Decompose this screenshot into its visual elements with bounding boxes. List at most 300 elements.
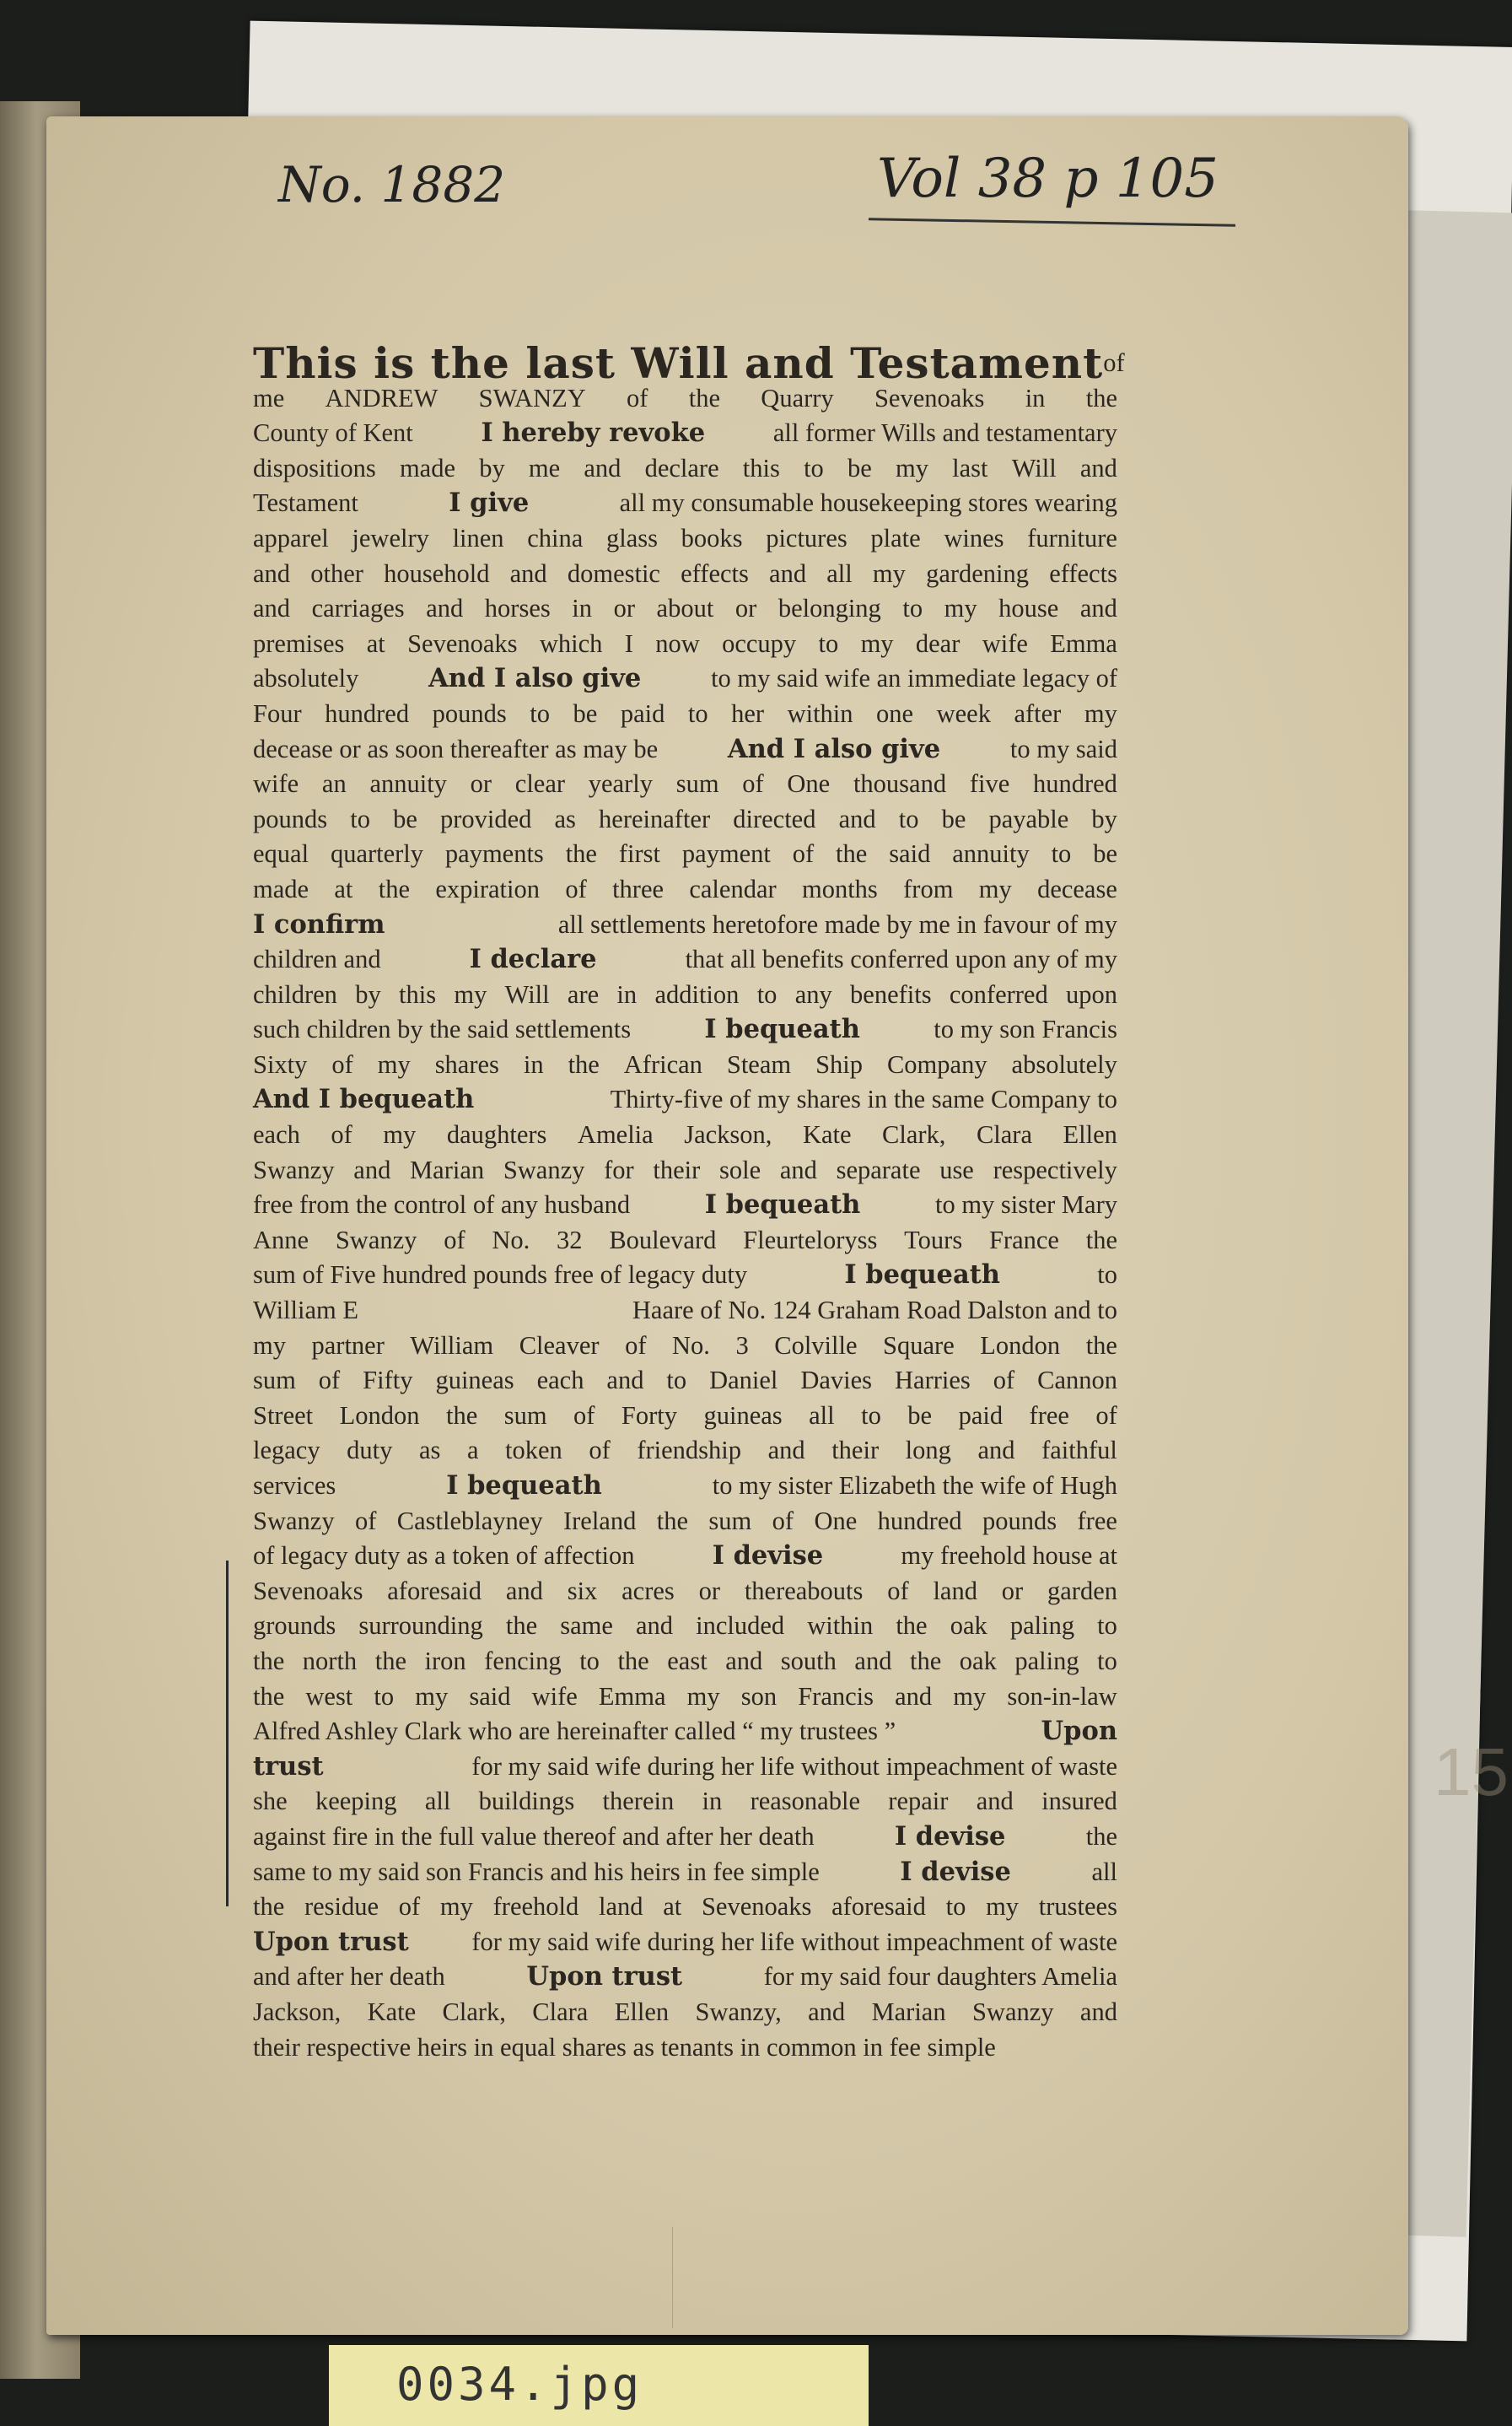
word: other — [310, 558, 363, 588]
word: books — [681, 523, 743, 553]
word: their — [653, 1155, 701, 1184]
word: my — [953, 1681, 987, 1711]
word: Cleaver — [519, 1330, 600, 1360]
word: quarterly — [330, 839, 424, 869]
word: Ellen — [1063, 1120, 1117, 1150]
word: Tours — [904, 1225, 963, 1254]
word: Daniel — [709, 1366, 778, 1395]
will-line — [253, 942, 1117, 978]
word: son-in-law — [1007, 1681, 1117, 1711]
blackletter-phrase: I bequeath — [704, 1189, 861, 1221]
blackletter-phrase: Upon — [1041, 1716, 1117, 1747]
word: my — [986, 1892, 1020, 1922]
text-segment: that all benefits conferred upon any of my — [685, 945, 1117, 974]
word: Quarry — [761, 383, 834, 412]
word: to — [1097, 1646, 1117, 1675]
word: Swanzy — [503, 1155, 585, 1184]
text-segment: Alfred Ashley Clark who are hereinafter called “ my trustees ” — [253, 1717, 896, 1746]
word: payment — [681, 839, 771, 869]
word: duty — [347, 1436, 393, 1465]
blackletter-phrase: And I bequeath — [253, 1084, 475, 1115]
word: be — [1093, 839, 1117, 869]
word: sum — [708, 1506, 752, 1535]
will-line — [253, 1048, 1117, 1083]
text-segment: to my son Francis — [934, 1015, 1117, 1044]
text-segment: children and — [253, 945, 381, 974]
word: of — [318, 1366, 341, 1395]
text-segment: William E — [253, 1296, 358, 1325]
word: effects — [1049, 558, 1117, 588]
will-line — [253, 1995, 1117, 2030]
word: of — [565, 874, 587, 903]
word: paid — [620, 698, 665, 728]
word: directed — [733, 804, 816, 833]
word: guineas — [703, 1400, 783, 1430]
word: the — [253, 1892, 285, 1922]
word: about — [656, 594, 714, 623]
word: and — [1079, 594, 1117, 623]
will-line — [253, 627, 1117, 662]
word: my — [1084, 698, 1117, 728]
will-line — [253, 1925, 1117, 1960]
word: use — [939, 1155, 974, 1184]
word: in — [1025, 383, 1046, 412]
word: as — [418, 1436, 441, 1465]
word: annuity — [369, 769, 447, 799]
word: Four — [253, 698, 302, 728]
word: are — [567, 979, 600, 1009]
word: Emma — [1050, 628, 1117, 658]
blackletter-phrase: And I also give — [727, 733, 941, 764]
word: be — [941, 804, 966, 833]
word: shares — [434, 1049, 499, 1079]
word: pounds — [982, 1506, 1057, 1535]
text-segment: to — [1097, 1260, 1117, 1290]
word: or — [734, 594, 757, 623]
word: insured — [1041, 1787, 1117, 1816]
word: or — [698, 1576, 720, 1605]
text-segment: the — [1085, 1821, 1117, 1851]
page-fold — [672, 2227, 673, 2328]
word: London — [980, 1330, 1061, 1360]
word: said — [469, 1681, 511, 1711]
word: months — [801, 874, 878, 903]
word: the — [1085, 1225, 1117, 1254]
word: all — [826, 558, 853, 588]
blackletter-phrase: I bequeath — [446, 1470, 602, 1501]
word: oak — [950, 1611, 987, 1641]
word: each — [253, 1120, 300, 1150]
will-line — [253, 661, 1117, 697]
will-line — [253, 1609, 1117, 1644]
word: the — [909, 1646, 942, 1675]
word: to — [530, 698, 550, 728]
word: within — [807, 1611, 874, 1641]
word: yearly — [588, 769, 653, 799]
word: me — [253, 383, 285, 412]
word: wife — [531, 1681, 578, 1711]
word: to — [666, 1366, 687, 1395]
word: of — [589, 1436, 611, 1465]
word: of — [398, 1892, 421, 1922]
word: son — [740, 1681, 778, 1711]
word: the — [896, 1611, 928, 1641]
word: made — [253, 874, 309, 903]
word: and — [636, 1611, 674, 1641]
word: my — [686, 1681, 720, 1711]
word: by — [479, 453, 505, 483]
filename-label-text: 0034.jpg — [396, 2358, 643, 2411]
word: and — [976, 1787, 1014, 1816]
word: by — [1091, 804, 1117, 833]
word: the — [688, 383, 721, 412]
word: long — [905, 1436, 951, 1465]
text-segment: County of Kent — [253, 418, 413, 448]
word: which — [539, 628, 603, 658]
word: linen — [452, 523, 504, 553]
word: to — [861, 1400, 881, 1430]
word: and — [426, 594, 464, 623]
word: pounds — [432, 698, 507, 728]
word: African — [623, 1049, 702, 1079]
word: six — [567, 1576, 598, 1605]
text-segment: sum of Five hundred pounds free of legacy duty — [253, 1260, 748, 1290]
word: to — [350, 804, 370, 833]
will-line — [253, 1433, 1117, 1469]
word: and — [1079, 453, 1117, 483]
word: my — [377, 1049, 411, 1079]
word: and — [838, 804, 876, 833]
word: expiration — [435, 874, 540, 903]
word: partner — [311, 1330, 385, 1360]
blackletter-phrase: This is the last Will and Testament — [253, 338, 1104, 388]
word: first — [618, 839, 660, 869]
word: hundred — [877, 1506, 962, 1535]
word: keeping — [315, 1787, 397, 1816]
will-line — [253, 1644, 1117, 1679]
word: same — [560, 1611, 613, 1641]
text-segment: same to my said son Francis and his heirs in fee simple — [253, 1857, 820, 1886]
will-line — [253, 1504, 1117, 1539]
word: the — [374, 1646, 406, 1675]
word: the — [656, 1506, 688, 1535]
word: at — [663, 1892, 682, 1922]
word: 32 — [557, 1225, 583, 1254]
word: guineas — [435, 1366, 514, 1395]
will-line — [253, 1329, 1117, 1364]
word: sum — [503, 1400, 547, 1430]
word: me — [528, 453, 561, 483]
word: included — [696, 1611, 785, 1641]
blackletter-phrase: trust — [253, 1750, 324, 1782]
word: south — [780, 1646, 837, 1675]
word: and — [584, 453, 621, 483]
word: premises — [253, 628, 345, 658]
word: Clara — [532, 1997, 589, 2026]
text-segment: such children by the said settlements — [253, 1015, 632, 1044]
text-segment: for my said four daughters Amelia — [763, 1962, 1117, 1992]
will-line — [253, 1469, 1117, 1504]
will-line — [253, 1574, 1117, 1609]
will-line — [253, 1890, 1117, 1925]
word: of — [1095, 1400, 1117, 1430]
word: said — [889, 839, 931, 869]
will-line — [253, 1258, 1117, 1293]
word: of — [331, 1120, 352, 1150]
word: of — [742, 769, 764, 799]
word: and — [977, 1436, 1015, 1465]
word: west — [305, 1681, 353, 1711]
word: my — [872, 558, 906, 588]
word: to — [818, 628, 839, 658]
word: land — [933, 1576, 977, 1605]
word: china — [527, 523, 584, 553]
will-line — [253, 2030, 1117, 2066]
word: and — [353, 1155, 391, 1184]
word: in — [572, 594, 593, 623]
word: Forty — [621, 1400, 678, 1430]
word: and — [505, 1576, 543, 1605]
will-line — [253, 837, 1117, 872]
will-line — [253, 1714, 1117, 1749]
word: clear — [514, 769, 566, 799]
word: Amelia — [577, 1120, 654, 1150]
word: London — [339, 1400, 420, 1430]
word: Street — [253, 1400, 314, 1430]
word: separate — [836, 1155, 921, 1184]
margin-line — [226, 1561, 229, 1906]
word: faithful — [1041, 1436, 1117, 1465]
word: Boulevard — [609, 1225, 717, 1254]
word: fencing — [484, 1646, 562, 1675]
word: or — [470, 769, 492, 799]
blackletter-phrase: I devise — [894, 1820, 1006, 1852]
word: ANDREW — [325, 383, 439, 412]
word: Swanzy — [335, 1225, 417, 1254]
word: paling — [1009, 1611, 1075, 1641]
word: horses — [484, 594, 551, 623]
text-segment: against fire in the full value thereof and after her death — [253, 1821, 815, 1851]
word: annuity — [952, 839, 1030, 869]
volume-reference-annotation: Vol 38 p 105 — [877, 148, 1219, 210]
text-segment: for my said wife during her life without impeachment of waste — [471, 1927, 1117, 1956]
will-line — [253, 338, 1125, 388]
word: last — [952, 453, 988, 483]
word: pictures — [766, 523, 847, 553]
word: the — [1085, 1330, 1117, 1360]
word: of — [772, 1506, 794, 1535]
word: the — [568, 1049, 600, 1079]
text-segment: to my sister Elizabeth the wife of Hugh — [712, 1471, 1117, 1500]
word: dear — [915, 628, 960, 658]
word: aforesaid — [831, 1892, 926, 1922]
text-segment: all settlements heretofore made by me in favour of my — [557, 909, 1117, 939]
word: aforesaid — [387, 1576, 482, 1605]
word: One — [814, 1506, 858, 1535]
blackletter-phrase: I bequeath — [844, 1259, 1000, 1291]
word: sum — [253, 1366, 296, 1395]
word: belonging — [778, 594, 881, 623]
word: France — [988, 1225, 1059, 1254]
word: week — [936, 698, 991, 728]
word: thousand — [853, 769, 947, 799]
word: my — [895, 453, 928, 483]
word: conferred — [949, 979, 1048, 1009]
word: land — [598, 1892, 643, 1922]
word: as — [554, 804, 576, 833]
word: Sevenoaks — [253, 1576, 363, 1605]
will-line — [253, 416, 1117, 451]
blackletter-phrase: I bequeath — [704, 1014, 860, 1045]
will-line — [253, 697, 1117, 732]
word: I — [624, 628, 633, 658]
word: my — [454, 979, 487, 1009]
word: my — [439, 1892, 473, 1922]
word: of — [354, 1506, 377, 1535]
word: by — [355, 979, 381, 1009]
text-segment: free from the control of any husband — [253, 1190, 631, 1220]
word: Sevenoaks — [407, 628, 518, 658]
text-segment: all my consumable housekeeping stores wearing — [619, 488, 1117, 518]
word: William — [410, 1330, 494, 1360]
text-segment: of — [1103, 348, 1125, 377]
document-number-annotation: No. 1882 — [278, 156, 506, 213]
word: of — [627, 383, 648, 412]
word: children — [253, 979, 337, 1009]
word: in — [616, 979, 638, 1009]
word: No. — [492, 1225, 530, 1254]
word: Fifty — [363, 1366, 413, 1395]
text-segment: absolutely — [253, 664, 359, 693]
word: she — [253, 1787, 288, 1816]
word: Swanzy — [253, 1155, 335, 1184]
will-line — [253, 1118, 1117, 1153]
word: Francis — [798, 1681, 874, 1711]
will-line — [253, 1223, 1117, 1259]
will-line — [253, 1960, 1117, 1995]
word: free — [1077, 1506, 1117, 1535]
text-segment: for my said wife during her life without impeachment of waste — [471, 1751, 1117, 1781]
word: this — [399, 979, 437, 1009]
word: Cannon — [1037, 1366, 1117, 1395]
word: her — [731, 698, 765, 728]
word: carriages — [311, 594, 405, 623]
will-line — [253, 1082, 1117, 1118]
word: and — [509, 558, 547, 588]
will-line — [253, 978, 1117, 1013]
will-line — [253, 1293, 1117, 1329]
word: payments — [444, 839, 544, 869]
blackletter-phrase: And I also give — [428, 663, 642, 694]
blackletter-phrase: I devise — [900, 1856, 1011, 1887]
word: apparel — [253, 523, 329, 553]
word: benefits — [850, 979, 932, 1009]
word: and — [606, 1366, 644, 1395]
word: this — [742, 453, 780, 483]
word: jewelry — [352, 523, 429, 553]
will-line — [253, 1188, 1117, 1223]
will-line — [253, 1363, 1117, 1399]
word: glass — [605, 523, 658, 553]
word: token — [505, 1436, 562, 1465]
word: Davies — [800, 1366, 873, 1395]
word: grounds — [253, 1611, 336, 1641]
word: of — [792, 839, 815, 869]
word: acres — [621, 1576, 675, 1605]
word: domestic — [567, 558, 660, 588]
word: decease — [1037, 874, 1117, 903]
word: furniture — [1027, 523, 1117, 553]
word: dispositions — [253, 453, 376, 483]
text-segment: their respective heirs in equal shares as tenants in common in fee simple — [253, 2032, 996, 2062]
word: any — [794, 979, 832, 1009]
word: or — [1001, 1576, 1024, 1605]
word: of — [331, 1049, 353, 1079]
word: five — [969, 769, 1010, 799]
word: north — [302, 1646, 358, 1675]
text-segment: of legacy duty as a token of affection — [253, 1541, 635, 1571]
word: my — [860, 628, 894, 658]
word: Anne — [253, 1225, 309, 1254]
word: absolutely — [1011, 1049, 1117, 1079]
word: my — [944, 594, 977, 623]
word: friendship — [637, 1436, 742, 1465]
word: gardening — [926, 558, 1030, 588]
word: Jackson, — [684, 1120, 772, 1150]
word: calendar — [689, 874, 777, 903]
word: declare — [644, 453, 719, 483]
word: the — [505, 1611, 538, 1641]
word: SWANZY — [478, 383, 586, 412]
word: or — [613, 594, 635, 623]
word: equal — [253, 839, 309, 869]
word: Swanzy, — [695, 1997, 782, 2026]
word: Company — [886, 1049, 987, 1079]
word: Jackson, — [253, 1997, 342, 2026]
word: Sixty — [253, 1049, 308, 1079]
text-segment: my freehold house at — [901, 1541, 1117, 1571]
word: of — [625, 1330, 647, 1360]
will-line — [253, 557, 1117, 592]
word: Harries — [895, 1366, 971, 1395]
word: and — [808, 1997, 846, 2026]
word: of — [573, 1400, 595, 1430]
word: trustees — [1038, 1892, 1117, 1922]
word: Clark, — [882, 1120, 946, 1150]
word: wines — [944, 523, 1004, 553]
blackletter-phrase: Upon trust — [253, 1926, 409, 1957]
blackletter-phrase: Upon trust — [526, 1961, 683, 1992]
word: now — [655, 628, 700, 658]
word: in — [523, 1049, 544, 1079]
word: freehold — [492, 1892, 579, 1922]
word: from — [903, 874, 954, 903]
word: Emma — [598, 1681, 666, 1711]
word: Kate — [802, 1120, 852, 1150]
blackletter-phrase: I give — [449, 488, 530, 519]
word: Colville — [774, 1330, 858, 1360]
will-line — [253, 1399, 1117, 1434]
word: Clara — [976, 1120, 1032, 1150]
word: Ship — [815, 1049, 864, 1079]
word: paling — [1014, 1646, 1079, 1675]
word: Steam — [726, 1049, 792, 1079]
word: Sevenoaks — [701, 1892, 812, 1922]
word: Ireland — [562, 1506, 637, 1535]
word: and — [854, 1646, 892, 1675]
will-line — [253, 1679, 1117, 1715]
word: occupy — [722, 628, 797, 658]
